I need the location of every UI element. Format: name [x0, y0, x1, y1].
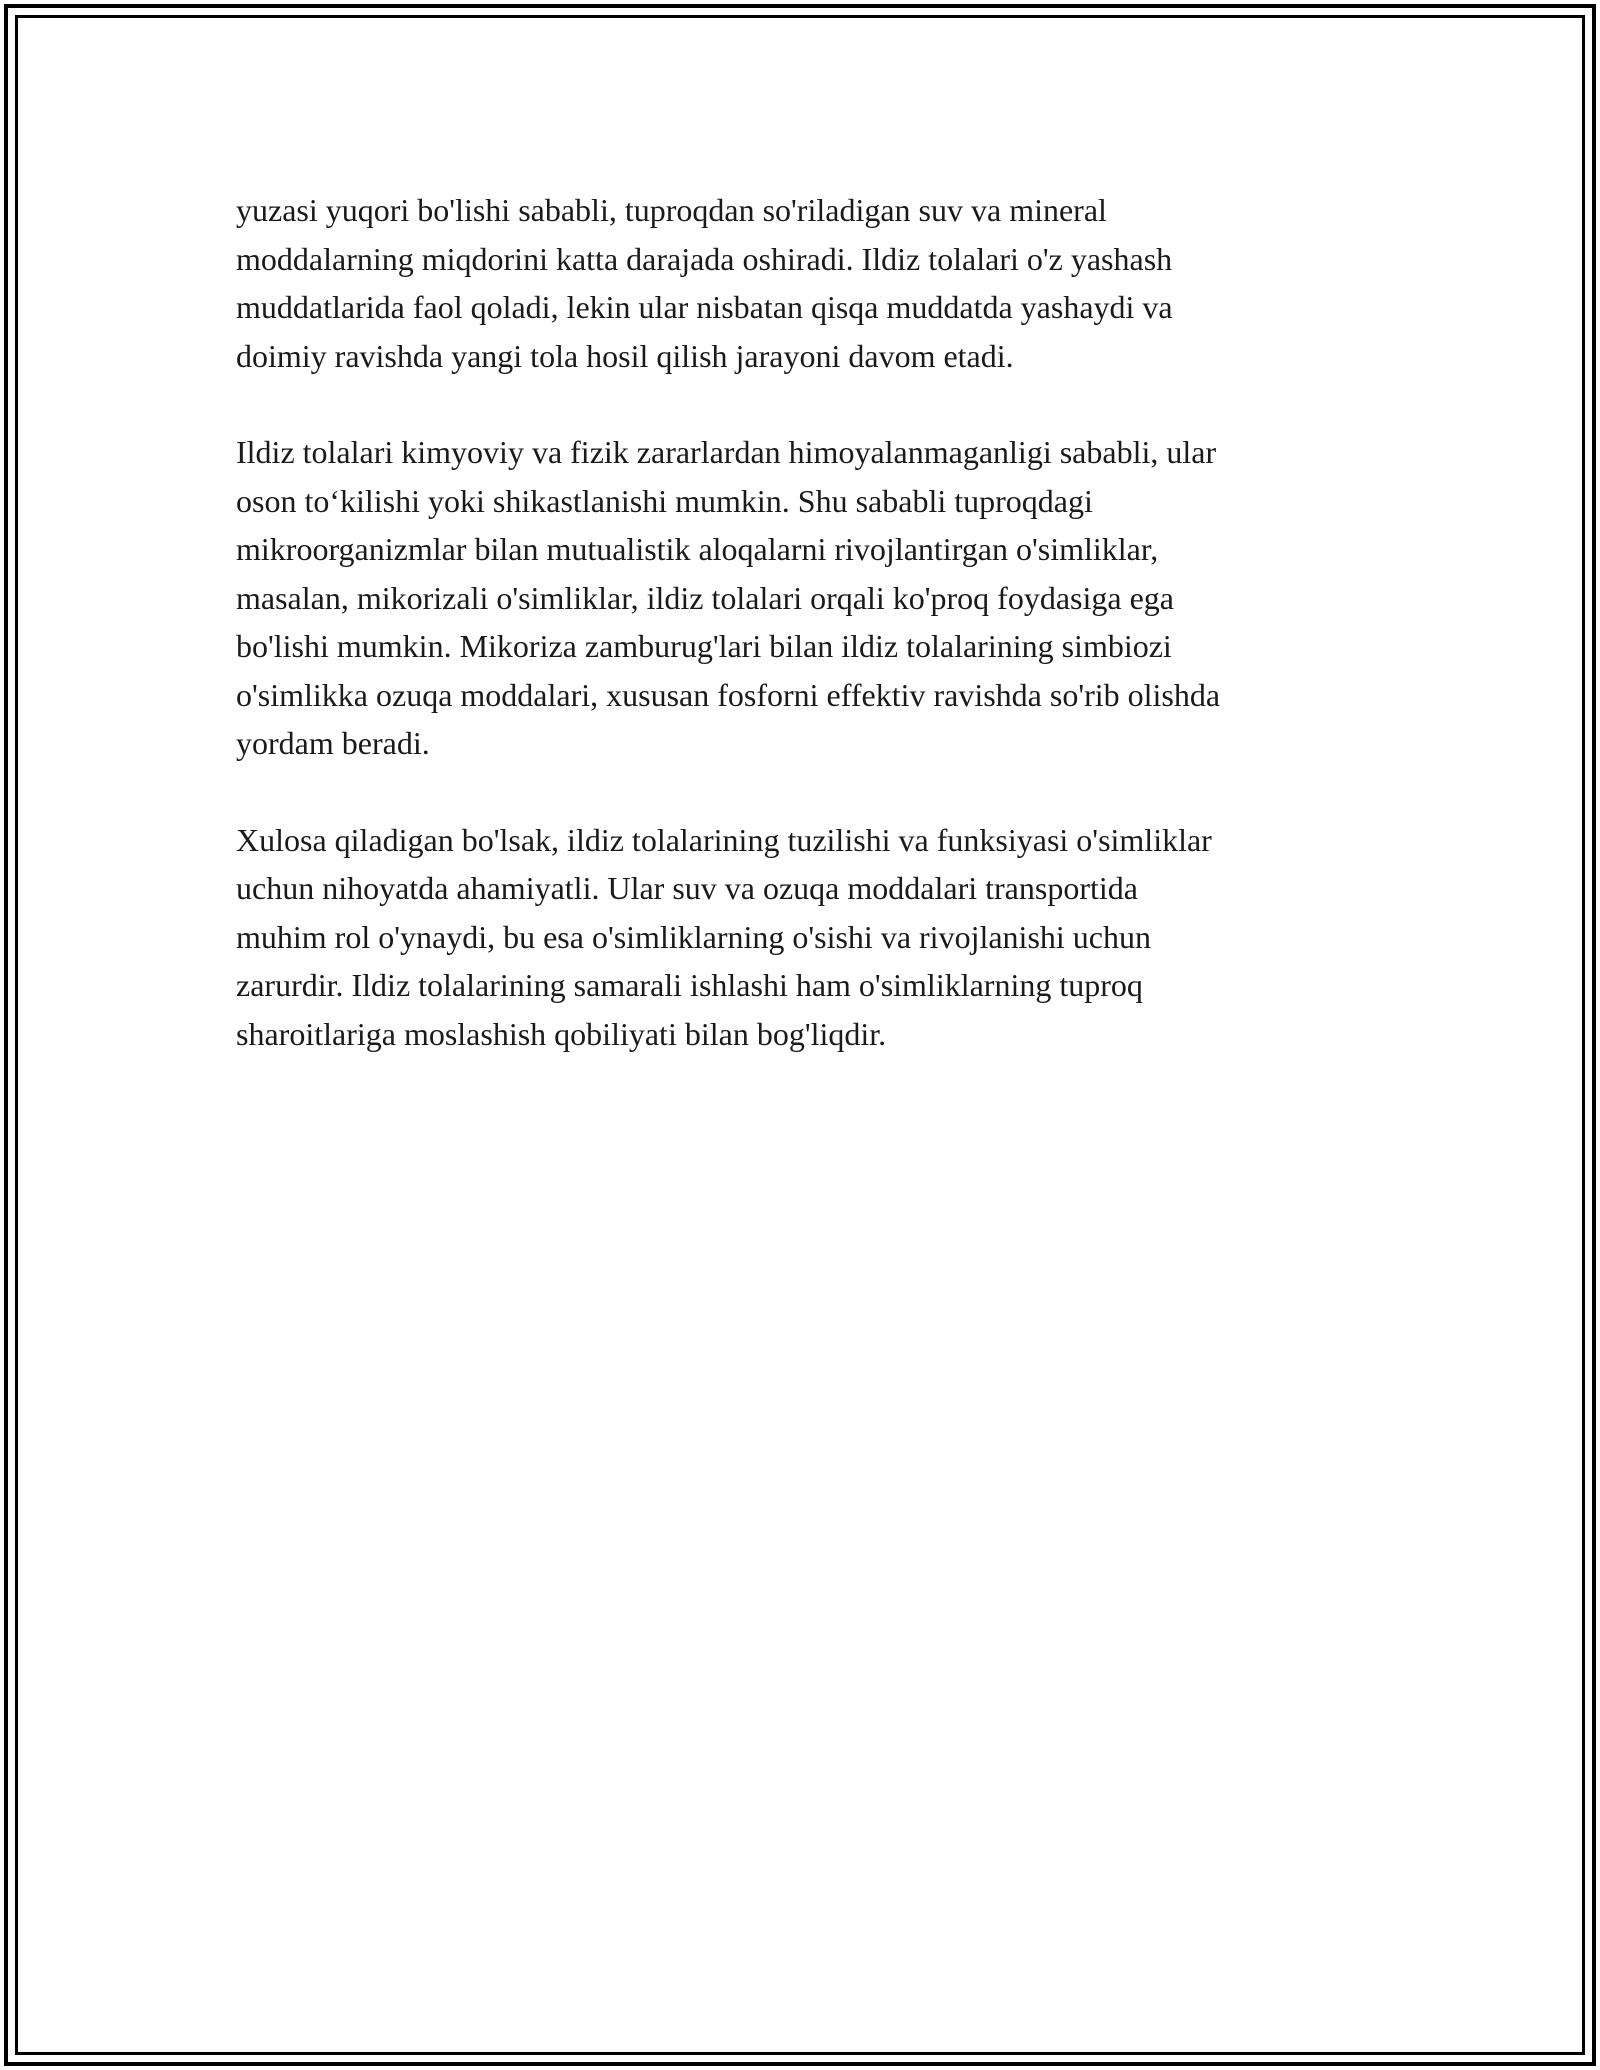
text-line: moddalarning miqdorini katta darajada oshiradi. Ildiz tolalari o'z yashash: [236, 240, 1173, 277]
paragraph-3: [236, 816, 1396, 1059]
text-line: doimiy ravishda yangi tola hosil qilish jarayoni davom etadi.: [236, 337, 1014, 374]
document-body: [236, 186, 1396, 1106]
text-line: uchun nihoyatda ahamiyatli. Ular suv va ozuqa moddalari transportida: [236, 870, 1138, 906]
text-line: muhim rol o'ynaydi, bu esa o'simliklarning o'sishi va rivojlanishi uchun: [236, 918, 1151, 955]
text-line: masalan, mikorizali o'simliklar, ildiz tolalari orqali ko'proq foydasiga ega: [236, 579, 1174, 616]
text-line: Ildiz tolalari kimyoviy va fizik zararlardan himoyalanmaganligi sababli, ular: [236, 434, 1217, 470]
text-line: o'simlikka ozuqa moddalari, xususan fosforni effektiv ravishda so'rib olishda: [236, 676, 1221, 713]
text-line: yuzasi yuqori bo'lishi sababli, tuproqdan so'riladigan suv va mineral: [236, 192, 1107, 228]
text-line: zarurdir. Ildiz tolalarining samarali ishlashi ham o'simliklarning tuproq: [236, 967, 1143, 1003]
text-line: Xulosa qiladigan bo'lsak, ildiz tolalarining tuzilishi va funksiyasi o'simliklar: [236, 821, 1212, 858]
text-line: oson to‘kilishi yoki shikastlanishi mumkin. Shu sababli tuproqdagi: [236, 482, 1093, 519]
paragraph-1: [236, 186, 1396, 380]
text-line: yordam beradi.: [236, 725, 430, 761]
paragraph-2: [236, 428, 1396, 768]
text-line: muddatlarida faol qoladi, lekin ular nisbatan qisqa muddatda yashaydi va: [236, 289, 1173, 325]
text-line: sharoitlariga moslashish qobiliyati bilan bog'liqdir.: [236, 1015, 887, 1052]
text-line: bo'lishi mumkin. Mikoriza zamburug'lari bilan ildiz tolalarining simbiozi: [236, 628, 1172, 664]
text-line: mikroorganizmlar bilan mutualistik aloqalarni rivojlantirgan o'simliklar,: [236, 531, 1159, 567]
